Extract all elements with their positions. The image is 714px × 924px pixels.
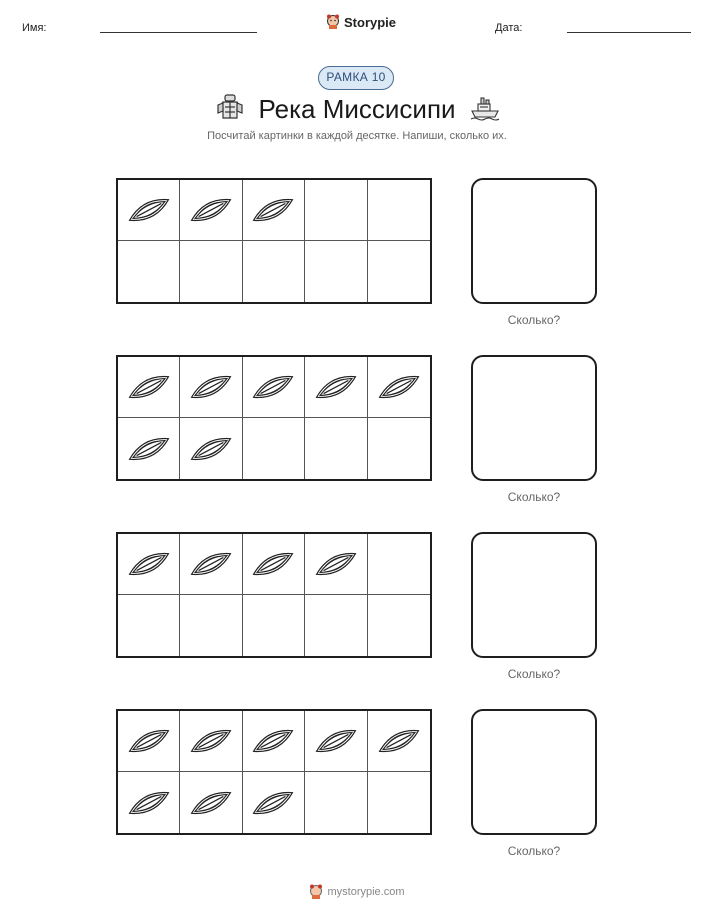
ten-frame-cell (180, 534, 242, 595)
ten-frame-cell (118, 241, 180, 302)
date-label: Дата: (495, 22, 523, 34)
ten-frame-cell (305, 241, 367, 302)
canoe-icon (124, 722, 174, 760)
ten-frame-cell (180, 241, 242, 302)
ten-frame-cell (368, 241, 430, 302)
canoe-icon (124, 784, 174, 822)
ten-frame-cell (180, 711, 242, 772)
canoe-icon (248, 545, 298, 583)
ten-frame-cell (243, 711, 305, 772)
page-title: Река Миссисипи (258, 94, 456, 124)
ten-frame-cell (305, 357, 367, 418)
ten-frame-cell (305, 180, 367, 241)
answer-prompt: Сколько? (507, 844, 561, 858)
name-line[interactable] (100, 32, 257, 33)
ten-frame-cell (118, 418, 180, 479)
instructions: Посчитай картинки в каждой десятке. Напиши, сколько их. (207, 130, 507, 142)
canoe-icon (186, 784, 236, 822)
ten-frame-cell (118, 595, 180, 656)
ten-frame (116, 178, 432, 304)
ten-frame-cell (118, 772, 180, 833)
ten-frame (116, 709, 432, 835)
ten-frame-cell (243, 241, 305, 302)
ten-frame-cell (243, 180, 305, 241)
answer-box[interactable] (471, 355, 597, 481)
ten-frame-cell (368, 595, 430, 656)
canoe-icon (374, 722, 424, 760)
footer (0, 884, 714, 900)
canoe-icon (124, 545, 174, 583)
canoe-icon (186, 545, 236, 583)
canoe-icon (186, 430, 236, 468)
canoe-icon (248, 191, 298, 229)
ten-frame-cell (305, 534, 367, 595)
ten-frame-cell (243, 534, 305, 595)
answer-box[interactable] (471, 532, 597, 658)
ten-frame-cell (243, 595, 305, 656)
ten-frame-cell (118, 711, 180, 772)
ten-frame-cell (180, 357, 242, 418)
canoe-icon (124, 430, 174, 468)
canoe-icon (124, 368, 174, 406)
answer-prompt: Сколько? (507, 313, 561, 327)
ten-frame-cell (243, 357, 305, 418)
ten-frame-cell (305, 418, 367, 479)
ten-frame (116, 355, 432, 481)
name-label: Имя: (22, 22, 47, 34)
canoe-icon (311, 722, 361, 760)
canoe-icon (248, 784, 298, 822)
canoe-icon (186, 191, 236, 229)
canoe-icon (374, 368, 424, 406)
ten-frame-cell (118, 357, 180, 418)
storypie-logo-icon (326, 14, 340, 30)
brand-name: Storypie (344, 14, 397, 30)
canoe-icon (186, 368, 236, 406)
ten-frame-cell (305, 772, 367, 833)
answer-prompt: Сколько? (507, 490, 561, 504)
canoe-icon (124, 191, 174, 229)
ten-frame-cell (180, 772, 242, 833)
ten-frame-cell (180, 595, 242, 656)
canoe-icon (186, 722, 236, 760)
brand-logo (326, 14, 396, 30)
ten-frame-cell (368, 357, 430, 418)
ten-frame-cell (368, 418, 430, 479)
answer-prompt: Сколько? (507, 667, 561, 681)
frame-badge: РАМКА 10 (318, 66, 394, 90)
storypie-logo-icon (309, 884, 323, 900)
steamboat-icon (470, 95, 500, 121)
ten-frame-cell (118, 534, 180, 595)
ten-frame (116, 532, 432, 658)
ten-frame-cell (368, 534, 430, 595)
answer-box[interactable] (471, 709, 597, 835)
ten-frame-cell (180, 418, 242, 479)
canoe-icon (311, 545, 361, 583)
ten-frame-cell (305, 595, 367, 656)
ten-frame-cell (305, 711, 367, 772)
ten-frame-cell (368, 180, 430, 241)
answer-box[interactable] (471, 178, 597, 304)
ten-frame-cell (368, 772, 430, 833)
ten-frame-cell (368, 711, 430, 772)
canoe-icon (311, 368, 361, 406)
ten-frame-cell (243, 772, 305, 833)
ten-frame-cell (118, 180, 180, 241)
canoe-icon (248, 368, 298, 406)
canoe-icon (248, 722, 298, 760)
date-line[interactable] (567, 32, 691, 33)
ten-frame-cell (243, 418, 305, 479)
footer-url[interactable]: mystorypie.com (327, 886, 405, 898)
ten-frame-cell (180, 180, 242, 241)
